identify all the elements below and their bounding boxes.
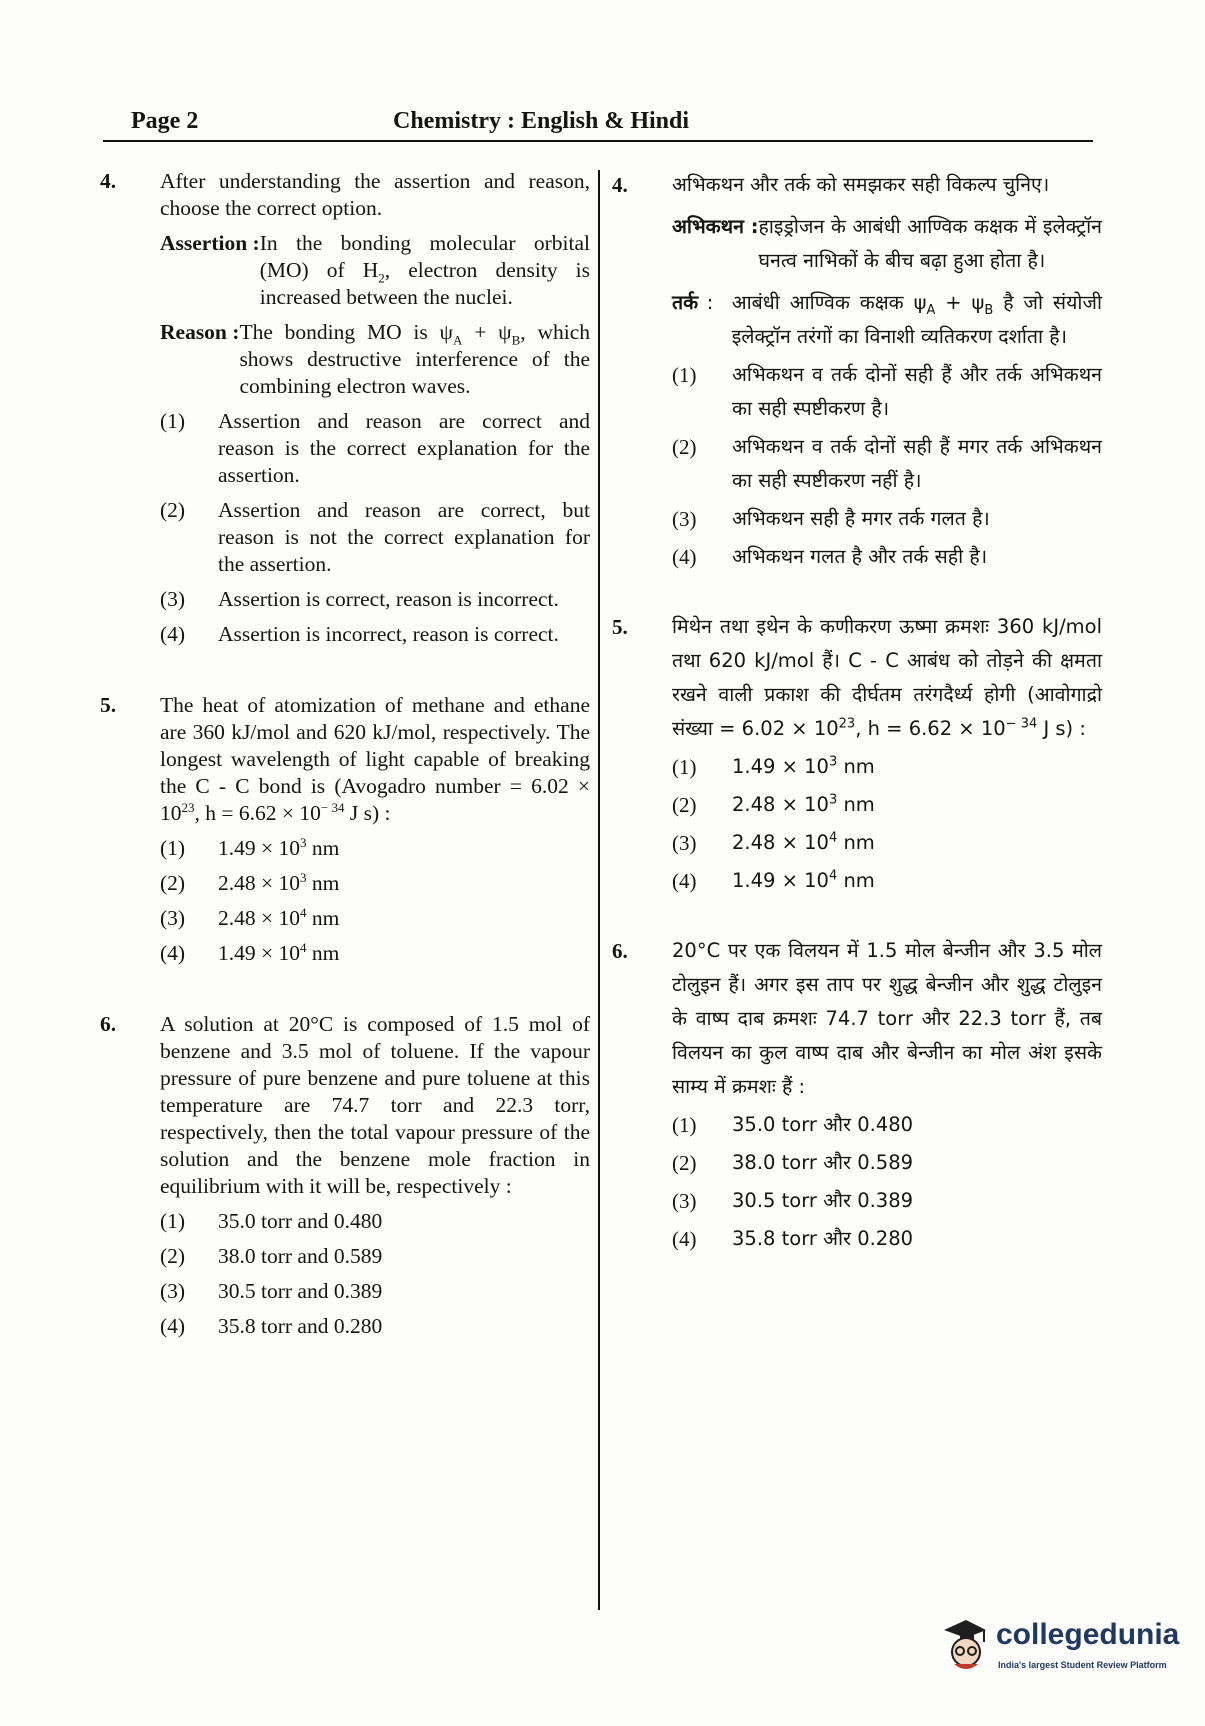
question-text: The heat of atomization of methane and ethane are 360 kJ/mol and 620 kJ/mol, respectively. The longest wavelength of light capable of breaking the C - C bond is (Avogadro number = $6.02 \times 10^{23}$, $h = 6.62 \times 10^{- 34}$ J s) : (160, 693, 590, 825)
option[interactable]: (1) अभिकथन व तर्क दोनों सही हैं और तर्क अभिकथन का सही स्पष्टीकरण है। (672, 363, 1102, 420)
option[interactable]: (1) Assertion and reason are correct and reason is the correct explanation for the assertion. (160, 409, 590, 487)
option[interactable]: (1) 35.0 torr and 0.480 (160, 1209, 383, 1233)
option[interactable]: (4) 35.8 torr and 0.280 (160, 1314, 383, 1338)
option[interactable]: (3) $2.48 \times 10^4$ nm (672, 830, 875, 855)
option[interactable]: (4) 35.8 torr और 0.280 (672, 1227, 914, 1251)
logo-brand-text: collegedunia (996, 1618, 1180, 1651)
option[interactable]: (1) 35.0 torr और 0.480 (672, 1113, 914, 1137)
option[interactable]: (4) $1.49 \times 10^4$ nm (672, 868, 875, 893)
reason-colon: : (706, 291, 714, 314)
option[interactable]: (3) अभिकथन सही है मगर तर्क गलत है। (672, 507, 990, 531)
question-text: A solution at 20°C is composed of 1.5 mol of benzene and 3.5 mol of toluene. If the vapour pressure of pure benzene and pure toluene at this temperature are 74.7 torr and 22.3 torr, respectively, then the total vapour pressure of the solution and the benzene mole fraction in equilibrium with it will be, respectively : (160, 1012, 590, 1198)
option[interactable]: (3) $2.48 \times 10^4$ nm (160, 904, 340, 930)
question-number: 6. (612, 939, 628, 963)
option[interactable]: (3) 30.5 torr और 0.389 (672, 1189, 914, 1213)
logo-tagline: India's largest Student Review Platform (998, 1660, 1167, 1670)
option[interactable]: (1) $1.49 \times 10^3$ nm (160, 834, 340, 860)
question-number: 5. (612, 615, 628, 639)
option[interactable]: (2) अभिकथन व तर्क दोनों सही हैं मगर तर्क अभिकथन का सही स्पष्टीकरण नहीं है। (672, 435, 1102, 492)
reason-label: तर्क (672, 291, 699, 314)
question-5-hi (612, 610, 1102, 898)
option[interactable]: (1) $1.49 \times 10^3$ nm (672, 754, 875, 779)
option[interactable]: (4) $1.49 \times 10^4$ nm (160, 939, 340, 965)
option[interactable]: (4) Assertion is incorrect, reason is correct. (160, 622, 559, 646)
option[interactable]: (3) Assertion is correct, reason is incorrect. (160, 587, 559, 611)
question-4-en (100, 168, 590, 648)
question-number: 5. (100, 693, 117, 717)
question-6-hi (612, 934, 1102, 1256)
english-column (100, 168, 590, 1340)
hindi-column (612, 168, 1102, 1256)
graduation-cap-mascot-icon (940, 1616, 988, 1676)
option[interactable]: (2) 38.0 torr and 0.589 (160, 1244, 383, 1268)
reason-row (160, 319, 590, 400)
page-title: Chemistry : English & Hindi (393, 108, 690, 134)
option[interactable]: (3) 30.5 torr and 0.389 (160, 1279, 383, 1303)
assertion-label: अभिकथन : (672, 215, 759, 238)
collegedunia-logo[interactable] (940, 1610, 1180, 1690)
question-6-en (100, 1011, 590, 1340)
assertion-row (160, 230, 590, 311)
question-5-en (100, 692, 590, 967)
option[interactable]: (2) Assertion and reason are correct, but reason is not the correct explanation for the assertion. (160, 498, 590, 576)
question-number: 6. (100, 1012, 117, 1036)
question-number: 4. (612, 173, 628, 197)
option[interactable]: (2) $2.48 \times 10^3$ nm (160, 869, 340, 895)
question-text: After understanding the assertion and reason, choose the correct option. (160, 169, 590, 220)
page-number: Page 2 (131, 108, 199, 134)
reason-row (672, 286, 1102, 354)
option[interactable]: (2) $2.48 \times 10^3$ nm (672, 792, 875, 817)
reason-text: आबंधी आण्विक कक्षक $\psi_A + \psi_B$ है जो संयोजी इलेक्ट्रॉन तरंगों का विनाशी व्यतिकरण दर्शाता है। (731, 291, 1102, 348)
page-header (103, 104, 1093, 142)
column-divider (598, 170, 600, 1610)
question-number: 4. (100, 169, 117, 193)
assertion-label: Assertion : (160, 231, 260, 255)
question-text: मिथेन तथा इथेन के कणीकरण ऊष्मा क्रमशः 360 kJ/mol तथा 620 kJ/mol हैं। C - C आबंध को तोड़ने की क्षमता रखने वाली प्रकाश की दीर्घतम तरंगदैर्ध्य होगी (आवोगाद्रो संख्या = $6.02 \times 10^{23}$, $h = 6.62 \times 10^{- 34}$ J s) : (672, 615, 1102, 740)
option[interactable]: (2) 38.0 torr और 0.589 (672, 1151, 914, 1175)
question-text: 20°C पर एक विलयन में 1.5 मोल बेन्जीन और 3.5 मोल टोलुइन हैं। अगर इस ताप पर शुद्ध बेन्जीन और शुद्ध टोलुइन के वाष्प दाब क्रमशः 74.7 torr और 22.3 torr हैं, तब विलयन का कुल वाष्प दाब और बेन्जीन का मोल अंश इसके साम्य में क्रमशः हैं : (672, 939, 1102, 1098)
question-4-hi (612, 168, 1102, 574)
reason-text: The bonding MO is $\psi_A + \psi_B$, which shows destructive interference of the combining electron waves. (239, 320, 591, 398)
question-text: अभिकथन और तर्क को समझकर सही विकल्प चुनिए। (672, 173, 1050, 196)
assertion-text: In the bonding molecular orbital (MO) of $H_2$, electron density is increased between the nuclei. (259, 231, 591, 309)
assertion-text: हाइड्रोजन के आबंधी आण्विक कक्षक में इलेक्ट्रॉन घनत्व नाभिकों के बीच बढ़ा हुआ होता है। (758, 215, 1102, 272)
assertion-row (672, 210, 1102, 278)
reason-label: Reason : (160, 320, 240, 344)
option[interactable]: (4) अभिकथन गलत है और तर्क सही है। (672, 545, 988, 569)
